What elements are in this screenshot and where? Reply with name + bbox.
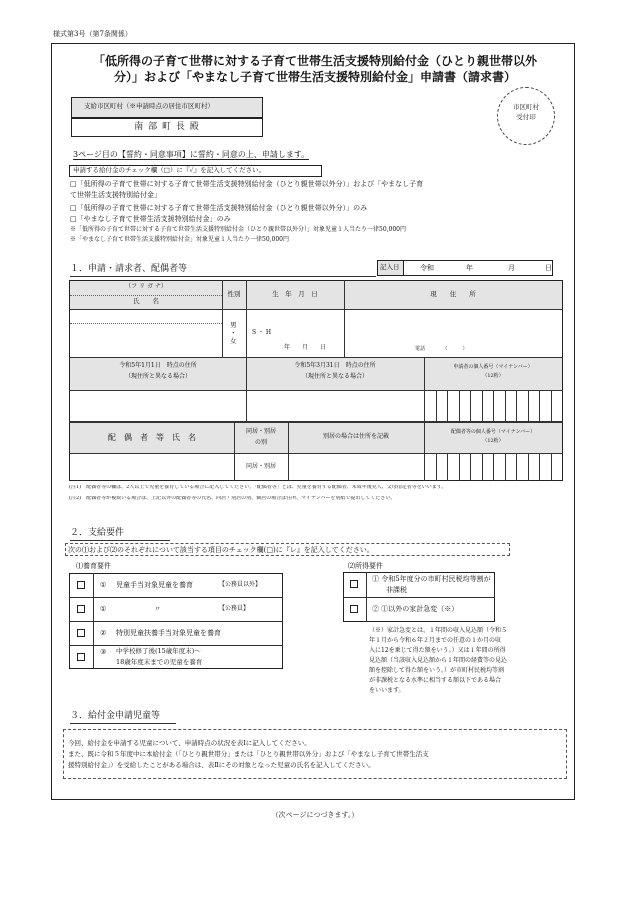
entry-date-label: 記入日	[380, 263, 400, 271]
section1-heading: １．申請・請求者、配偶者等	[70, 264, 188, 274]
benefit-option-2[interactable]: □「低所得の子育て世帯に対する子育て世帯生活支援特別給付金（ひとり親世帯以外分）」のみ	[70, 204, 368, 212]
benefit-option-1[interactable]: □「低所得の子育て世帯に対する子育て世帯生活支援特別給付金（ひとり親世帯以外分）」および「やまなし子育	[70, 180, 424, 188]
digit-line	[505, 391, 506, 421]
section3-underline	[70, 723, 176, 724]
household-change-note-1: （※）家計急変とは、１年間の収入見込額（令和５	[369, 627, 508, 634]
sex-label: 性別	[227, 290, 241, 298]
addr-mar-sub: （現住所と異なる場合）	[301, 373, 368, 380]
income-text-1b: 非課税	[386, 586, 407, 594]
entry-year: 年	[466, 264, 473, 272]
digit-line	[447, 454, 448, 481]
support-num-3: ②	[100, 629, 107, 637]
digit-line	[470, 454, 471, 481]
cohab-sub: の別	[254, 439, 267, 446]
digit-line	[551, 454, 552, 481]
spouse-name-field[interactable]	[70, 454, 234, 480]
spouse-address-field[interactable]	[289, 454, 424, 480]
benefit-option-3[interactable]: □「やまなし子育て世帯生活支援特別給付金」のみ	[70, 215, 231, 223]
support-text-2: 〃	[154, 605, 161, 613]
section3-line-3: 援特別給付金」）を受給したことがある場合は、表Ⅱにその対象となった児童の氏名を記入してください。	[68, 761, 375, 769]
digit-line	[470, 391, 471, 421]
benefit-instruction: 申請する給付金のチェック欄（□）に『✓』を記入してください。	[73, 166, 266, 174]
mynumber-digits: （12桁）	[482, 373, 504, 379]
municipality-label: 支給市区町村（※申請時点の居住市区町村）	[84, 102, 214, 110]
section2-heading: ２．支給要件	[70, 528, 125, 538]
spouse-mynumber-digits: （12桁）	[482, 438, 504, 444]
entry-day: 日	[545, 264, 552, 272]
digit-line	[528, 391, 529, 421]
support-checkbox-3[interactable]	[77, 629, 85, 637]
digit-line	[436, 391, 437, 421]
digit-line	[482, 391, 483, 421]
birth-ymd: 年 月 日	[284, 344, 327, 351]
addr-jan-sub: （現住所と異なる場合）	[124, 373, 191, 380]
form-number: 様式第3号（第7条関係）	[53, 30, 132, 38]
applicant-name-field[interactable]	[70, 310, 222, 356]
support-text-4: 中学校修了後(15歳年度末)～	[116, 647, 201, 655]
household-change-note-7: をいいます。	[369, 687, 405, 694]
benefit-option-1-cont: て世帯生活支援特別給付金」	[70, 191, 161, 199]
household-change-note-4: 見込額（当該収入見込額から１年間の経費等の見込	[369, 657, 508, 664]
col1-title: ⑴養育要件	[76, 562, 111, 570]
digit-line	[447, 391, 448, 421]
addr-jan-label: 令和5年1月1日 時点の住所	[119, 362, 197, 369]
support-tag-2: 【公務員】	[219, 605, 250, 612]
address-label: 現 住 所	[430, 290, 476, 298]
addr-mar-label: 令和5年3月31日 時点の住所	[294, 362, 376, 369]
digit-line	[539, 454, 540, 481]
row-line	[69, 621, 283, 622]
household-change-note-5: 額を控除して得た額をいう。）が市町村民税均等割	[369, 667, 505, 674]
furigana-label: （フ リ ガ ナ）	[125, 283, 167, 290]
digit-line	[528, 454, 529, 481]
household-change-note-2: 年１月から令和６年２月までの任意の１か月の収	[369, 637, 502, 644]
support-text-4b: 18歳年度末までの児童を養育	[116, 658, 203, 666]
birth-era-options[interactable]: S ・ H	[252, 329, 272, 336]
intro-statement: 3ページ目の【誓約・同意事項】に誓約・同意の上、申請します。	[73, 150, 310, 159]
sex-male[interactable]: 男	[230, 321, 237, 329]
table-note-2: (注2) 配偶者等が複数いる場合は、上記以外の配偶者等の氏名、同居・別居の別、個居の場合は住所、マイナンバーを別紙で提出してください。	[69, 496, 396, 501]
section3-line-1: 今回、給付金を申請する児童について、申請時点の状況を表Ⅰに記入してください。	[68, 739, 311, 747]
title-line-2: 分）」および「やまなし子育て世帯生活支援特別給付金」申請書（請求書）	[113, 70, 516, 85]
income-checkbox-1[interactable]	[350, 580, 358, 588]
digit-line	[436, 454, 437, 481]
cohab-label: 同居・別居	[245, 428, 276, 435]
furigana-divider	[70, 295, 222, 296]
support-checkbox-4[interactable]	[77, 653, 85, 661]
spouse-name-label: 配 偶 者 等 氏 名	[108, 433, 196, 442]
section3-heading: ３．給付金申請児童等	[70, 711, 161, 721]
digit-line	[459, 454, 460, 481]
stamp-label-2: 受付印	[516, 113, 536, 121]
cohab-value[interactable]: 同居・別居	[245, 463, 276, 470]
section1-underline	[70, 276, 376, 277]
support-checkbox-2[interactable]	[77, 605, 85, 613]
title-line-1: 「低所得の子育て世帯に対する子育て世帯生活支援特別給付金（ひとり親世帯以外	[92, 54, 537, 68]
digit-line	[516, 454, 517, 481]
row-line	[343, 597, 495, 598]
phone-label: 電話 （ ）	[415, 346, 468, 352]
section2-instruction: 次の⑴および⑵のそれぞれについて該当する項目のチェック欄(□)に『レ』を記入してください。	[68, 546, 374, 554]
col2-title: ⑵所得要件	[348, 562, 383, 570]
mynumber-label: 申請者の個人番号（マイナンバー）	[453, 364, 533, 370]
digit-line	[459, 391, 460, 421]
section3-line-2: また、既に令和５年度中に本給付金（「ひとり親世帯分」または「ひとり親世帯以外分」および「やまなし子育て世帯生活支	[68, 750, 429, 758]
addr-mar-field[interactable]	[247, 391, 424, 421]
sex-dot: ・	[230, 329, 237, 337]
digit-line	[551, 391, 552, 421]
digit-line	[493, 391, 494, 421]
form-title	[75, 53, 555, 85]
continued-footer: （次ページにつづきます。）	[271, 811, 359, 819]
support-num-4: ③	[100, 648, 107, 656]
digit-line	[482, 454, 483, 481]
support-num-1: ①	[100, 581, 107, 589]
income-text-2: ② ①以外の家計急変（※）	[372, 605, 459, 613]
benefit-note-1: ※「低所得の子育て世帯に対する子育て世帯生活支援特別給付金（ひとり親世帯以外分）」対象児童１人当たり一律50,000円	[70, 226, 406, 233]
row-line	[69, 597, 283, 598]
digit-line	[493, 454, 494, 481]
support-checkbox-1[interactable]	[77, 581, 85, 589]
entry-month: 月	[508, 264, 515, 272]
support-text-1: 児童手当対象児童を養育	[116, 581, 193, 589]
support-num-2: ①	[100, 605, 107, 613]
sex-female[interactable]: 女	[230, 337, 237, 345]
household-change-note-6: が非課税となる水準に相当する額以下である場合	[369, 677, 502, 684]
name-label: 氏 名	[133, 297, 159, 305]
stamp-label-1: 市区町村	[513, 103, 539, 111]
spouse-mynumber-label: 配偶者等の個人番号（マイナンバー）	[450, 429, 536, 435]
household-change-note-3: 入に12を乗じて得た額をいう。）又は１年間の所得	[369, 647, 506, 654]
income-checkbox-2[interactable]	[350, 605, 358, 613]
benefit-note-2: ※「やまなし子育て世帯生活支援特別給付金」対象児童１人当たり一律50,000円	[70, 236, 289, 243]
income-text-1: ① 令和5年度分の市町村民税均等割が	[372, 575, 491, 583]
entry-era: 令和	[420, 264, 434, 272]
birthdate-label: 生 年 月 日	[272, 290, 318, 298]
support-tag-1: 【公務員以外】	[219, 581, 262, 588]
section2-underline	[70, 540, 170, 541]
digit-line	[539, 391, 540, 421]
addr-jan-field[interactable]	[70, 391, 246, 421]
municipality-value: 南 部 町 長 殿	[134, 122, 200, 132]
support-text-3: 特別児童扶養手当対象児童を養育	[116, 629, 221, 637]
row-line	[69, 645, 283, 646]
table-note-1: (注1) 配偶者等の欄は、2人以上で児童を養育している場合に記入してください。「配偶者等」とは、児童を養育する配偶者、未成年後見人、父母指定者等をいいます。	[69, 485, 447, 490]
digit-line	[516, 391, 517, 421]
separate-note: 別居の場合は住所を記載	[322, 433, 389, 440]
digit-line	[505, 454, 506, 481]
